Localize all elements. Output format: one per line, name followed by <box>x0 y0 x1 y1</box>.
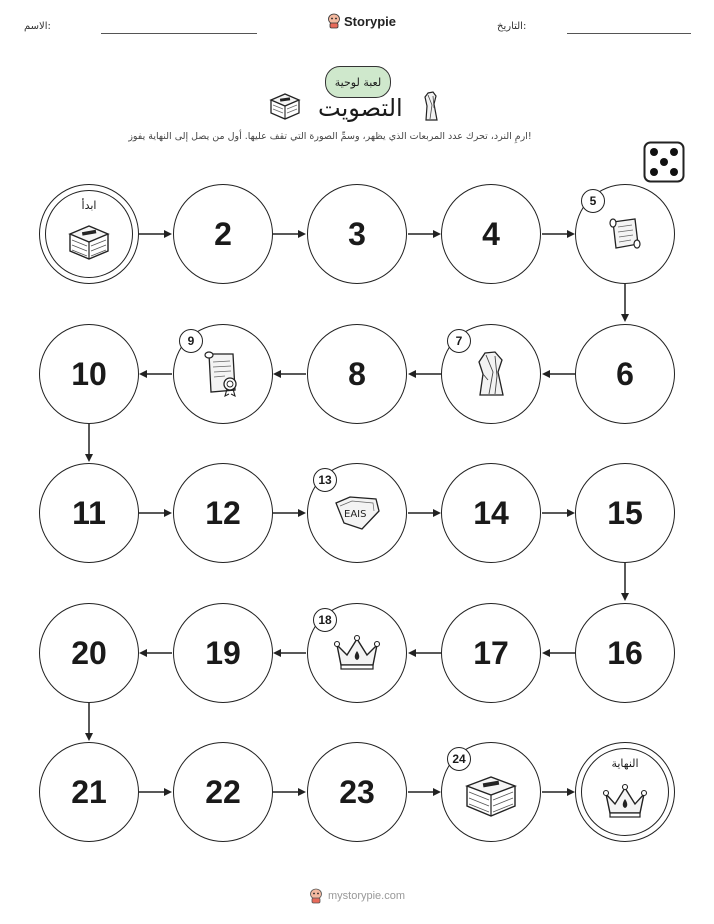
board-square-16[interactable] <box>575 603 675 703</box>
square-number: 23 <box>339 773 375 810</box>
square-number: 20 <box>71 634 107 671</box>
square-number: 22 <box>205 773 241 810</box>
ostracon-shard-icon <box>332 493 382 533</box>
instructions: ارمِ النرد، تحرك عدد المربعات الذي يظهر، وسمِّ الصورة التي تقف عليها. أول من يصل إلى النهاية يفوز! <box>128 131 532 142</box>
square-number-badge: 7 <box>447 329 471 353</box>
finish-label: النهاية <box>611 757 639 770</box>
certificate-icon <box>201 350 245 398</box>
board-square-5[interactable] <box>575 184 675 284</box>
square-number: 3 <box>348 215 366 252</box>
square-number-badge: 9 <box>179 329 203 353</box>
board-square-19[interactable] <box>173 603 273 703</box>
start-label: ابدأ <box>81 199 97 212</box>
scroll-icon <box>605 214 645 254</box>
square-number: 15 <box>607 494 643 531</box>
crown-icon <box>602 783 648 821</box>
crown-icon <box>332 633 382 673</box>
board-square-6[interactable] <box>575 324 675 424</box>
board-square-4[interactable] <box>441 184 541 284</box>
toga-icon <box>474 350 508 398</box>
square-number: 14 <box>473 494 509 531</box>
square-number-badge: 13 <box>313 468 337 492</box>
square-number: 11 <box>72 494 106 531</box>
board-square-13[interactable] <box>307 463 407 563</box>
board-square-17[interactable] <box>441 603 541 703</box>
board-square-3[interactable] <box>307 184 407 284</box>
page-title: التصويت <box>318 94 403 122</box>
ballot-box-icon <box>463 772 519 820</box>
board-square-9[interactable] <box>173 324 273 424</box>
board-square-15[interactable] <box>575 463 675 563</box>
square-number-badge: 5 <box>581 189 605 213</box>
square-number: 19 <box>205 634 241 671</box>
square-number: 8 <box>348 355 366 392</box>
square-number: 16 <box>607 634 643 671</box>
board-square-12[interactable] <box>173 463 273 563</box>
board-square-22[interactable] <box>173 742 273 842</box>
ostracon-text: EAIS <box>344 509 367 520</box>
finish-square[interactable] <box>575 742 675 842</box>
name-label: الاسم: <box>24 21 51 32</box>
board-square-14[interactable] <box>441 463 541 563</box>
storypie-mascot-icon <box>309 888 323 904</box>
square-number-badge: 24 <box>447 747 471 771</box>
brand-name: Storypie <box>344 13 397 29</box>
square-number: 6 <box>616 355 634 392</box>
board-square-21[interactable] <box>39 742 139 842</box>
ballot-box-icon <box>66 222 112 262</box>
board-square-18[interactable] <box>307 603 407 703</box>
date-label: التاريخ: <box>497 21 527 32</box>
square-number-badge: 18 <box>313 608 337 632</box>
square-number: 12 <box>205 494 241 531</box>
square-number: 4 <box>482 215 500 252</box>
board-square-11[interactable] <box>39 463 139 563</box>
board-square-23[interactable] <box>307 742 407 842</box>
board-square-10[interactable] <box>39 324 139 424</box>
badge-text: لعبة لوحية <box>334 75 382 89</box>
square-number: 10 <box>71 355 107 392</box>
board-square-2[interactable] <box>173 184 273 284</box>
board-square-8[interactable] <box>307 324 407 424</box>
square-number: 17 <box>473 634 509 671</box>
start-square[interactable] <box>39 184 139 284</box>
square-number: 21 <box>71 773 107 810</box>
board-square-20[interactable] <box>39 603 139 703</box>
footer <box>309 888 405 904</box>
board-square-24[interactable] <box>441 742 541 842</box>
square-number: 2 <box>214 215 232 252</box>
board-square-7[interactable] <box>441 324 541 424</box>
footer-url[interactable]: mystorypie.com <box>328 890 406 902</box>
